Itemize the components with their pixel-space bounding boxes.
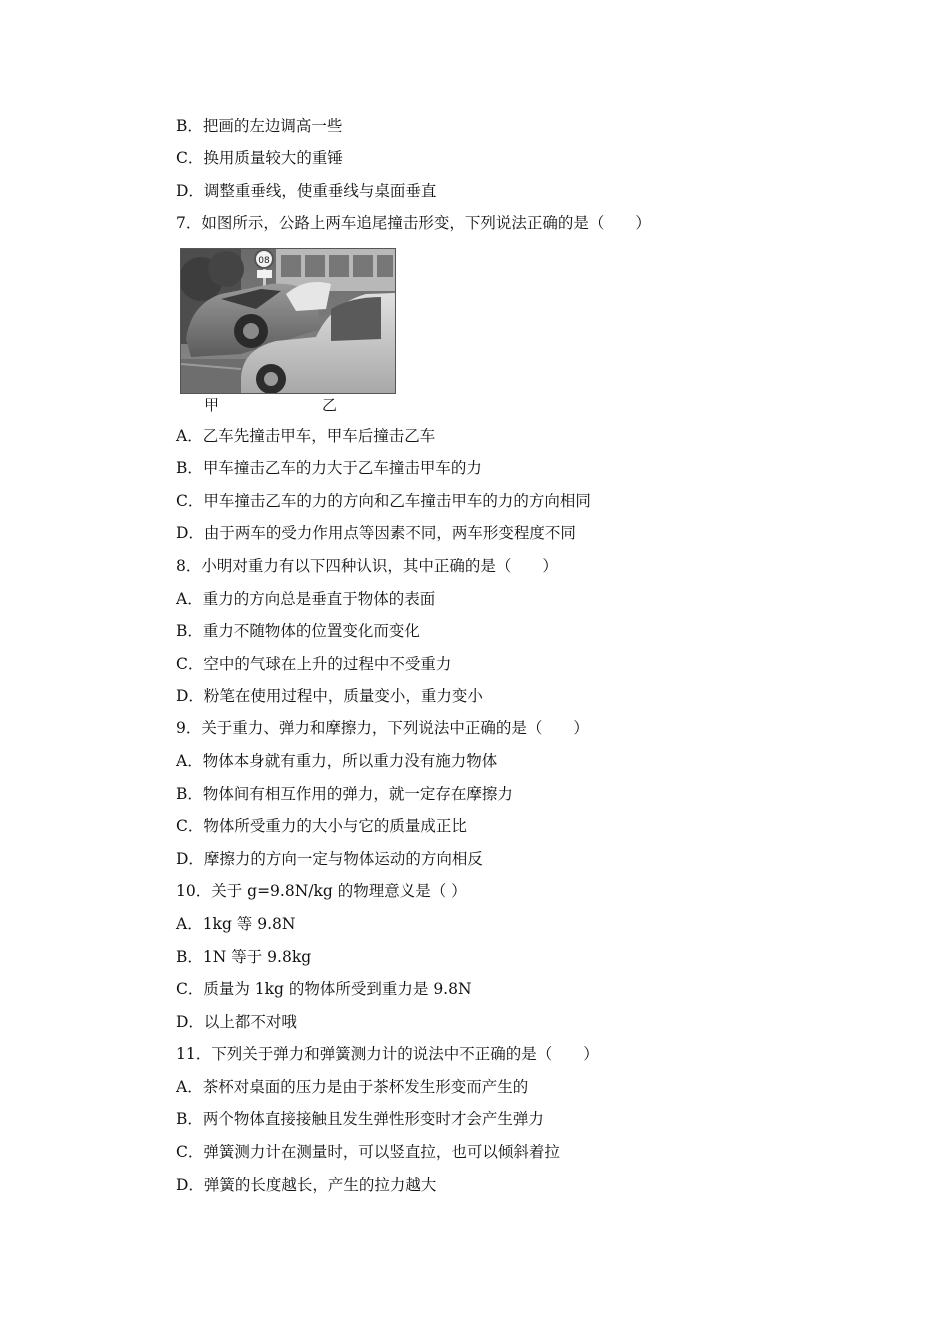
q8-option-a: A．重力的方向总是垂直于物体的表面 [176,590,436,608]
q7-option-b: B．甲车撞击乙车的力大于乙车撞击甲车的力 [176,459,482,477]
q6-option-d: D．调整重垂线，使重垂线与桌面垂直 [176,182,437,200]
q6-option-b: B．把画的左边调高一些 [176,117,343,135]
speed-sign-text: 08 [258,256,270,266]
q11-option-a: A．茶杯对桌面的压力是由于茶杯发生形变而产生的 [176,1078,529,1096]
q8-option-c: C．空中的气球在上升的过程中不受重力 [176,655,452,673]
q10-option-c: C．质量为 1kg 的物体所受到重力是 9.8N [176,980,472,998]
q8-option-b: B．重力不随物体的位置变化而变化 [176,622,420,640]
q8-option-d: D．粉笔在使用过程中，质量变小，重力变小 [176,687,483,705]
q10-option-b: B．1N 等于 9.8kg [176,948,312,966]
q9-option-c: C．物体所受重力的大小与它的质量成正比 [176,817,467,835]
q10-option-a: A．1kg 等 9.8N [176,915,296,933]
car-collision-photo [180,248,396,394]
photo-label-car-jia: 甲 [204,396,220,414]
q11-option-c: C．弹簧测力计在测量时，可以竖直拉，也可以倾斜着拉 [176,1143,560,1161]
q7-option-a: A．乙车先撞击甲车，甲车后撞击乙车 [176,427,436,445]
q11-stem: 11．下列关于弹力和弹簧测力计的说法中不正确的是（ ） [176,1045,599,1063]
q9-option-d: D．摩擦力的方向一定与物体运动的方向相反 [176,850,483,868]
q10-option-d: D．以上都不对哦 [176,1013,297,1031]
q9-option-b: B．物体间有相互作用的弹力，就一定存在摩擦力 [176,785,513,803]
q7-option-d: D．由于两车的受力作用点等因素不同，两车形变程度不同 [176,524,576,542]
q9-stem: 9．关于重力、弹力和摩擦力，下列说法中正确的是（ ） [176,719,589,737]
q7-option-c: C．甲车撞击乙车的力的方向和乙车撞击甲车的力的方向相同 [176,492,591,510]
q9-option-a: A．物体本身就有重力，所以重力没有施力物体 [176,752,498,770]
q6-option-c: C．换用质量较大的重锤 [176,149,343,167]
q11-option-b: B．两个物体直接接触且发生弹性形变时才会产生弹力 [176,1110,544,1128]
q7-stem: 7．如图所示，公路上两车追尾撞击形变，下列说法正确的是（ ） [176,214,651,232]
q8-stem: 8．小明对重力有以下四种认识，其中正确的是（ ） [176,557,558,575]
photo-label-car-yi: 乙 [322,396,338,414]
q11-option-d: D．弹簧的长度越长，产生的拉力越大 [176,1176,437,1194]
q10-stem: 10．关于 g=9.8N/kg 的物理意义是（ ） [176,882,467,900]
